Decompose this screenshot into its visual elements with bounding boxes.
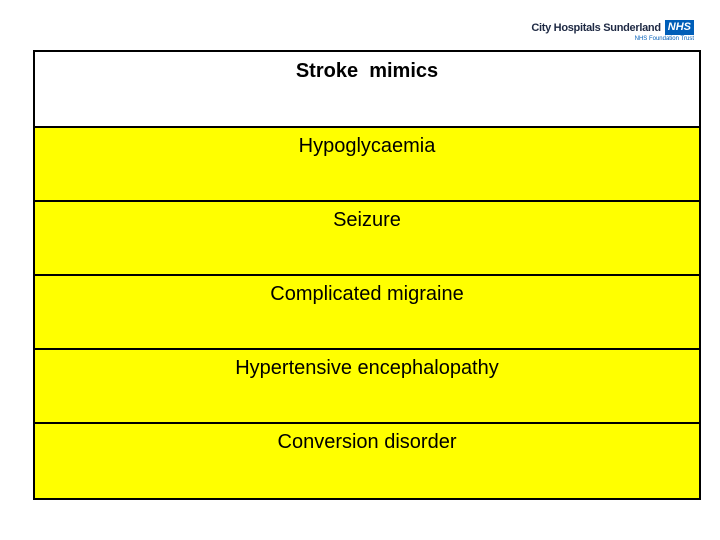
table-row <box>35 274 699 348</box>
logo-org-name: City Hospitals Sunderland <box>531 21 661 34</box>
row-label-hypertensive-encephalopathy: Hypertensive encephalopathy <box>235 357 499 379</box>
row-label-seizure: Seizure <box>333 209 401 231</box>
table-row <box>35 422 699 498</box>
table-header <box>35 52 699 126</box>
nhs-badge: NHS <box>665 20 694 35</box>
table-row <box>35 200 699 274</box>
table-header-label: Stroke mimics <box>295 60 439 82</box>
logo-main-line <box>531 20 694 35</box>
logo-subtitle: NHS Foundation Trust <box>634 36 694 42</box>
row-label-hypoglycaemia: Hypoglycaemia <box>298 135 436 157</box>
stroke-mimics-table <box>33 50 701 500</box>
table-row <box>35 126 699 200</box>
row-label-conversion-disorder: Conversion disorder <box>277 431 457 453</box>
table-row <box>35 348 699 422</box>
hospital-logo <box>531 20 694 42</box>
row-label-complicated-migraine: Complicated migraine <box>270 283 464 305</box>
